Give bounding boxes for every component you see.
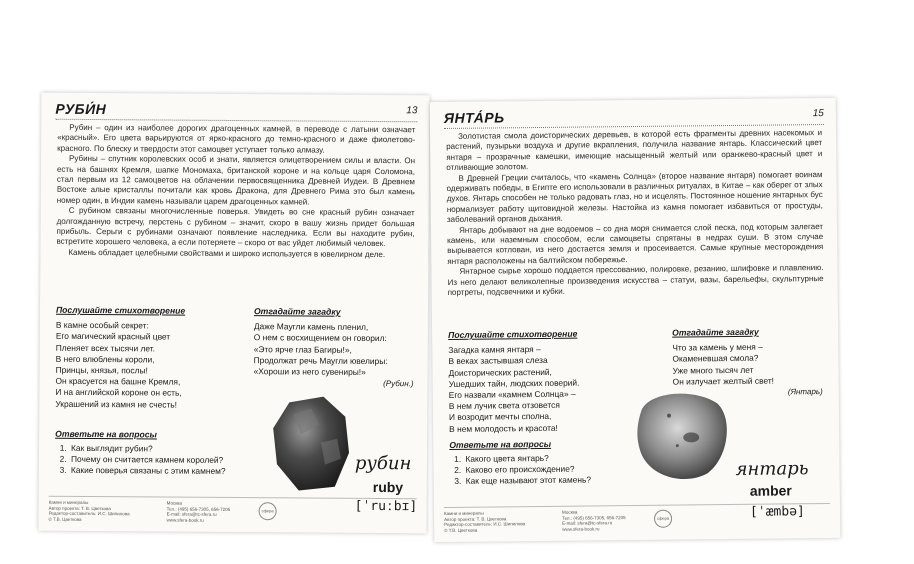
questions-heading: Ответьте на вопросы: [449, 438, 552, 450]
word-english: ruby: [372, 478, 404, 496]
poem-line: Доисторических растений,: [448, 366, 552, 378]
question: 2. Каково его происхождение?: [464, 463, 650, 476]
publisher-logo: сфера: [654, 510, 672, 528]
word-transcription: [ˈruːbɪ]: [354, 498, 418, 515]
question: 2. Почему он считается камнем королей?: [69, 454, 275, 467]
paragraph: Рубины – спутник королевских особ и знати, является олицетворением силы и власти. Он есть на башнях Кремля, шапке Мономаха, британской короне и на кольце царя Соломона, стал первым из 12 самоцветов на облачении первосвященника Древней Иудеи. В Древнем Востоке алые кристаллы почитали как кровь Дракона, для Древнего Рима это был камень номер один, в Индии камень называли царем драгоценных камней.: [56, 154, 416, 207]
question: 1. Как выглядит рубин?: [69, 443, 275, 456]
page-header: [55, 101, 417, 123]
amber-stone-image: [633, 385, 734, 486]
page-number: 13: [406, 105, 418, 117]
riddle-heading: Отгадайте загадку: [253, 306, 341, 317]
poem-line: Его назвали «камнем Солнца» –: [448, 388, 576, 400]
riddle-line: Окаменевшая смола?: [672, 353, 759, 365]
poem-line: В нем молодость и красота!: [449, 422, 558, 434]
question: 1. Какого цвета янтарь?: [463, 452, 649, 465]
riddle-line: Уже много тысяч лет: [672, 364, 754, 376]
footer-copyright: © Т.В. Цветкова: [444, 527, 478, 533]
poem-line: В камне особый секрет:: [55, 319, 149, 331]
page-ruby: [38, 93, 429, 534]
poem-section: [448, 328, 639, 435]
poem-line: Принцы, князья, послы!: [55, 364, 148, 376]
poem-line: В нем лучик света отзовется: [448, 400, 560, 412]
footer-series: Камни и минералы: [48, 499, 89, 505]
footer-phone: Тел.: (495) 656-7305, 656-7205: [562, 514, 626, 521]
word-english: amber: [749, 482, 792, 499]
poem-line: В веках застывшая слеза: [448, 355, 548, 367]
footer-city: Москва: [561, 509, 578, 515]
questions-section: [55, 429, 275, 478]
riddle-line: Что за камень у меня –: [672, 341, 763, 353]
paragraph: Рубин – один из наиболее дорогих драгоценных камней, в переводе с латыни означает «красный». Его цвета варьируются от ярко-красного до темно-красного и даже фиолетово-красного. По блеску и твердости этот самоцвет уступает только алмазу.: [57, 122, 416, 155]
riddle-line: «Хороши из него сувениры!»: [253, 366, 366, 377]
footer-city: Москва: [166, 500, 183, 506]
riddle-line: Даже Маугли камень пленил,: [253, 321, 369, 333]
poem-line: Пленяет всех тысячи лет.: [55, 342, 156, 354]
riddle-line: О нем с восхищением он говорил:: [253, 332, 387, 344]
ruby-stone-image: [271, 394, 352, 495]
footer-contacts: [562, 509, 662, 532]
questions-list: [55, 443, 275, 478]
publisher-logo: сфера: [259, 502, 277, 520]
footer-editor: Редактор-составитель: И.С. Шипилова: [48, 510, 130, 517]
footer-site: www.sfera-book.ru: [562, 526, 600, 532]
riddle-answer: (Рубин.): [383, 379, 414, 389]
poem-line: Его магический красный цвет: [55, 331, 171, 342]
footer-email: E-mail: sfera@tc-sfera.ru: [166, 511, 217, 518]
poem-line: Украшений из камня не счесть!: [55, 398, 178, 410]
page-title: РУБИ́Н: [55, 101, 110, 117]
poem-line: Он красуется на башне Кремля,: [55, 375, 181, 387]
footer-credits: [444, 510, 564, 534]
riddle-line: Продолжат речь Маугли ювелиры:: [253, 354, 388, 366]
poem-line: Загадка камня янтаря –: [448, 344, 541, 356]
footer-credits: [49, 500, 169, 523]
word-transcription: [ˈæmbə]: [749, 504, 805, 520]
poem-heading: Послушайте стихотворение: [55, 304, 186, 316]
paragraph: С рубином связаны многочисленные поверья. Увидеть во сне красный рубин означает долгожданную встречу, перстень с рубином – значит, скоро в вашу жизнь придет большая прибыль. Серьги с рубинами означают появление наследника. Если вы находите рубин, встретите хорошего человека, а если потеряете – скоро от вас уйдет любимый человек.: [56, 206, 415, 249]
footer-series: Камни и минералы: [443, 510, 484, 517]
page-title: ЯНТА́РЬ: [444, 109, 509, 126]
footer-author: Автор проекта: Т. В. Цветкова: [48, 505, 111, 511]
article-text: [446, 128, 824, 298]
paragraph: Золотистая смола доисторических деревьев, в которой есть фрагменты древних насекомых и растений, пузырьки воздуха и другие вкрапления, получила название янтарь. Классический цвет янтаря – прозрачные камешки, имеющие насыщенный желтый или оранжево-красный цвет и отливающие золотом.: [446, 128, 823, 173]
footer-email: E-mail: sfera@tc-sfera.ru: [562, 520, 613, 526]
poem-heading: Послушайте стихотворение: [448, 328, 578, 340]
footer-site: www.sfera-book.ru: [166, 517, 204, 523]
poem-line: И возродит мечты сполна,: [448, 411, 552, 423]
paragraph: В Древней Греции считалось, что «камень Солнца» (второе название янтаря) помогает воинам одерживать победы, в Египте его использовали в различных ритуалах, в Китае – как оберег от злых духов. Янтарь способен не только радовать глаз, но и исцелять. Постоянное ношение янтарных бус нормализует работу щитовидной железы. Настойка из камня помогает избавиться от простуды, заболеваний органов дыхания.: [446, 169, 823, 225]
footer-contacts: [167, 501, 267, 524]
question: 3. Как еще называют этот камень?: [464, 474, 650, 487]
question: 3. Какие поверья связаны с этим камнем?: [69, 465, 275, 478]
word-russian: рубин: [354, 452, 412, 475]
footer-phone: Тел.: (495) 656-7305, 656-7205: [166, 506, 231, 512]
paragraph: Камень обладает целебными свойствами и широко используется в ювелирном деле.: [68, 247, 386, 259]
riddle-section: [253, 306, 414, 390]
article-text: [56, 123, 415, 261]
page-footer: [49, 496, 417, 526]
page-amber: [430, 98, 841, 542]
poem-line: И на английской короне он есть,: [55, 387, 182, 399]
poem-line: В него влюблены короли,: [55, 353, 155, 365]
questions-list: [449, 452, 649, 488]
word-russian: янтарь: [735, 458, 809, 480]
paragraph: Янтарное сырье хорошо поддается прессованию, полировке, резанию, шлифовке и плавлению. Из него делают великолепные произведения искусства – статуи, вазы, барельефы, скульптурные портреты, подсвечники и кубки.: [447, 263, 824, 298]
page-number: 15: [812, 108, 824, 120]
riddle-answer: (Янтарь): [787, 387, 823, 397]
footer-editor: Редактор-составитель: И.С. Шипилова: [444, 521, 526, 528]
paragraph: Янтарь добывают на дне водоемов – со дна моря снимается слой песка, под которым залегает камень, или наземным способом, если самоцветы спрятаны в недрах суши. В этом случае вырывается котлован, из него достается земля и просеивается. Самые крупные месторождения янтаря расположены на балтийском побережье.: [447, 221, 824, 266]
riddle-line: Он излучает желтый свет!: [672, 375, 775, 387]
footer-author: Автор проекта: Т. В. Цветкова: [444, 515, 507, 522]
page-header: [444, 106, 824, 129]
questions-section: [449, 438, 649, 488]
poem-section: [55, 305, 246, 411]
riddle-heading: Отгадайте загадку: [672, 326, 759, 338]
page-footer: [444, 503, 830, 534]
questions-heading: Ответьте на вопросы: [55, 428, 157, 440]
poem-line: Ушедших тайн, людских поверий.: [448, 377, 580, 389]
footer-copyright: © Т.В. Цветкова: [48, 516, 82, 522]
riddle-line: «Это ярче глаз Багиры!»,: [253, 343, 352, 355]
